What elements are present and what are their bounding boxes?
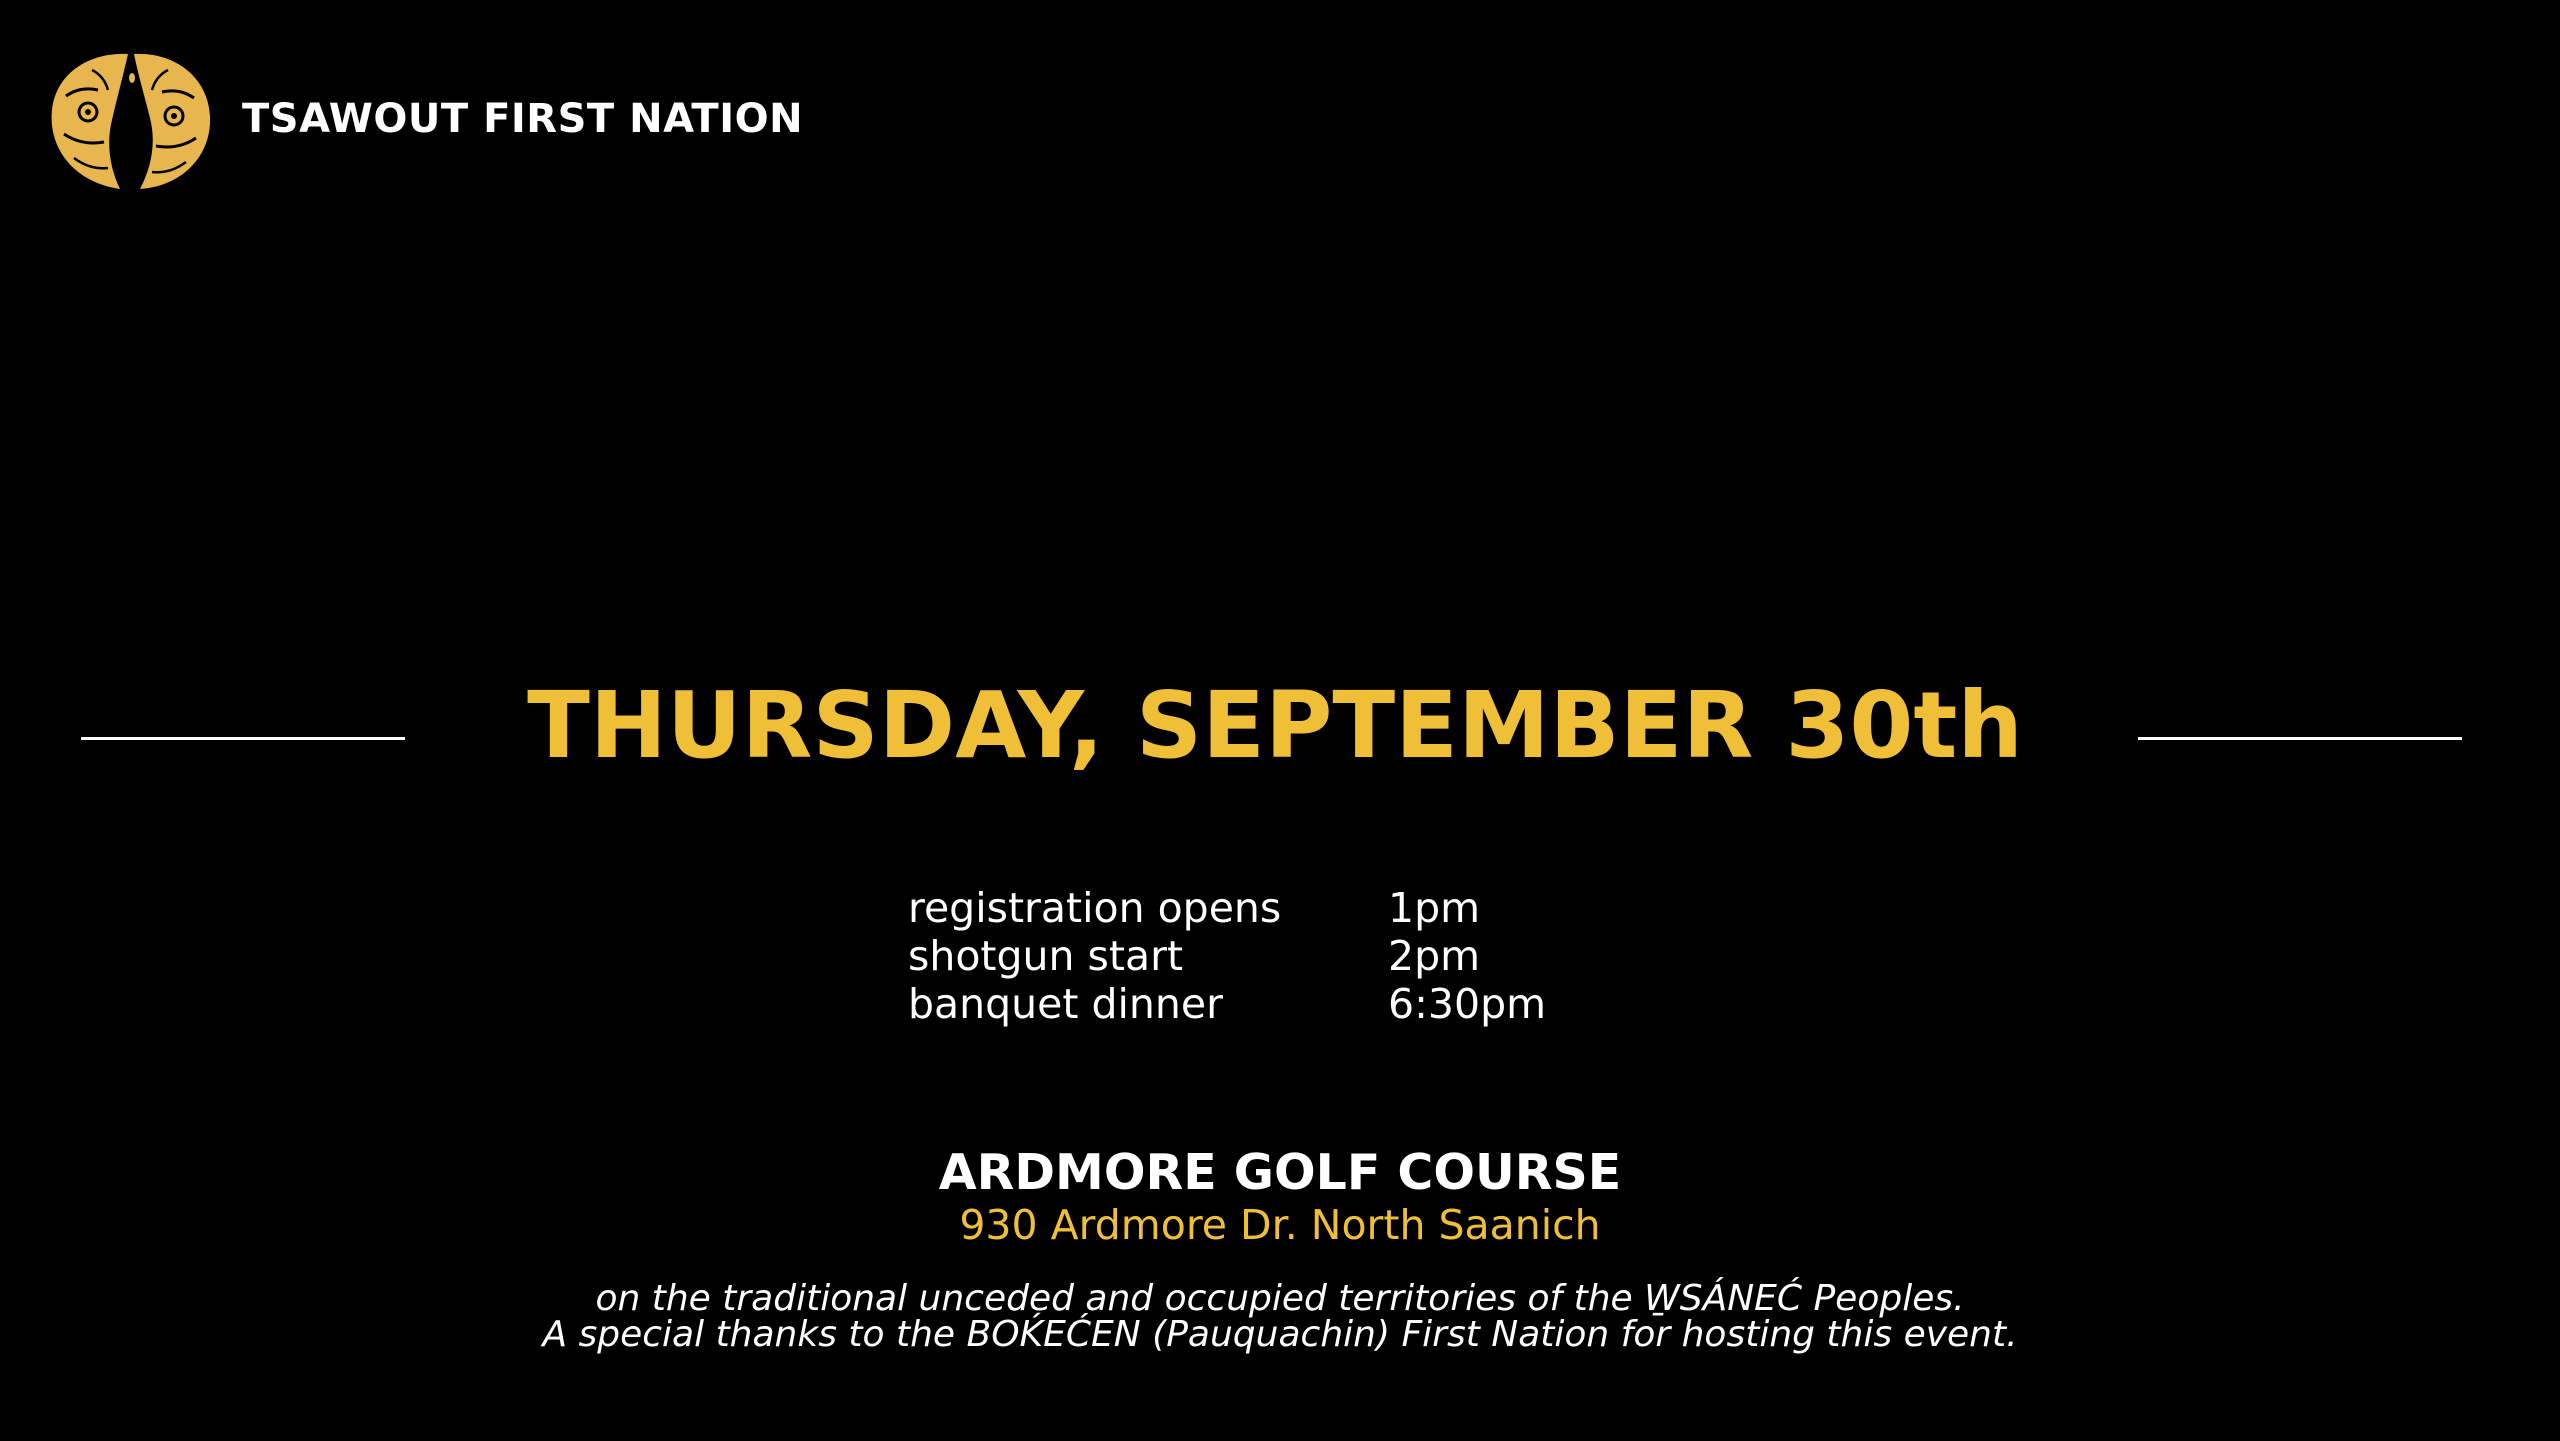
left-divider-line xyxy=(81,737,405,740)
organization-name: TSAWOUT FIRST NATION xyxy=(242,96,804,142)
schedule-time: 1pm xyxy=(1388,884,1481,932)
schedule-label: registration opens xyxy=(908,884,1282,932)
land-acknowledgement xyxy=(0,1278,2560,1355)
acknowledgement-line-thanks: A special thanks to the BOḰEĆEN (Pauquachin) First Nation for hosting this event. xyxy=(542,1314,2018,1355)
schedule-label: banquet dinner xyxy=(908,980,1223,1028)
schedule-time: 6:30pm xyxy=(1388,980,1547,1028)
acknowledgement-line-territories: on the traditional unceded and occupied territories of the W̱SÁNEĆ Peoples. xyxy=(595,1278,1965,1319)
event-date-heading: THURSDAY, SEPTEMBER 30th xyxy=(527,672,2023,779)
venue-address: 930 Ardmore Dr. North Saanich xyxy=(959,1201,1601,1249)
right-divider-line xyxy=(2138,737,2462,740)
venue-block xyxy=(0,1144,2560,1248)
schedule-time: 2pm xyxy=(1388,932,1481,980)
schedule-label: shotgun start xyxy=(908,932,1184,980)
tsawout-seal-icon xyxy=(48,50,212,192)
venue-name: ARDMORE GOLF COURSE xyxy=(938,1144,1622,1201)
